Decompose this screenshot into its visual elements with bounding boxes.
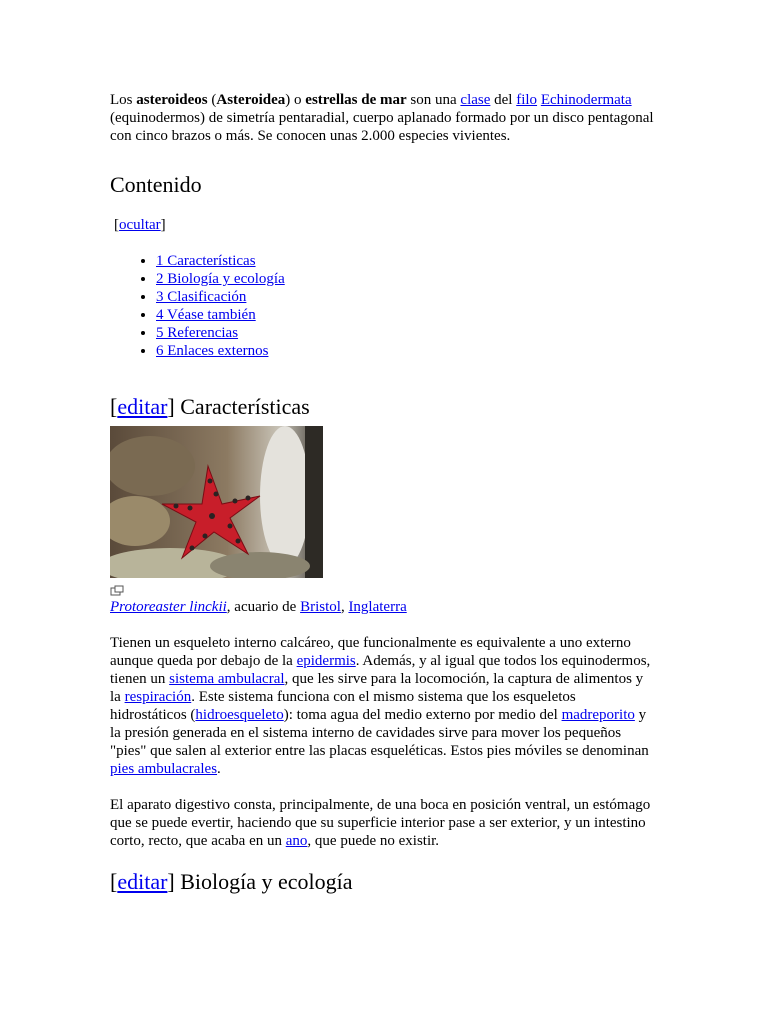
bracket: ]: [167, 394, 181, 419]
para-text: . Además, y al igual que todos los equinodermos, tienen un: [110, 653, 651, 687]
toc-link-vease[interactable]: 4 Véase también: [156, 307, 256, 323]
link-madreporito[interactable]: madreporito: [561, 707, 635, 723]
term-asteroidea: Asteroidea: [216, 92, 286, 108]
intro-text: (equinodermos) de simetría pentaradial, cuerpo aplanado formado por un disco pentagonal con cinco brazos o más. Se conocen unas 2.000 especies vivientes.: [110, 110, 654, 144]
link-clase[interactable]: clase: [460, 92, 491, 108]
para-text: El aparato digestivo consta, principalmente, de una boca en posición ventral, un estómago que se puede evertir, haciendo que su superficie interior pase a ser exterior, y un intestino corto, recto, que acaba en un: [110, 797, 651, 849]
edit-link[interactable]: editar: [117, 394, 168, 419]
intro-text: (: [207, 92, 217, 108]
bracket: [: [110, 394, 118, 419]
starfish-photo[interactable]: [110, 426, 323, 578]
link-sistema-ambulacral[interactable]: sistema ambulacral: [169, 671, 285, 687]
toc-link-caracteristicas[interactable]: 1 Características: [156, 253, 256, 269]
para-text: ): toma agua del medio externo por medio del: [283, 707, 562, 723]
link-hidroesqueleto[interactable]: hidroesqueleto: [195, 707, 284, 723]
intro-text: Los: [110, 92, 137, 108]
para-text: , que puede no existir.: [307, 833, 440, 849]
link-inglaterra[interactable]: Inglaterra: [348, 599, 407, 615]
link-protoreaster-linckii[interactable]: Protoreaster linckii: [110, 599, 227, 615]
toc-title: Contenido: [110, 172, 202, 197]
article-body: [110, 91, 655, 895]
intro-paragraph: [110, 91, 655, 145]
section-title: Biología y ecología: [180, 869, 353, 894]
edit-link[interactable]: editar: [117, 869, 168, 894]
toc-item: [156, 288, 655, 306]
para-text: y la presión generada en el sistema interno de cavidades sirve para mover los pequeños "pies" que salen al exterior entre las placas esqueléticas. Estos pies móviles se denominan: [110, 707, 649, 759]
link-epidermis[interactable]: epidermis: [296, 653, 356, 669]
link-respiracion[interactable]: respiración: [124, 689, 192, 705]
toc-item: [156, 324, 655, 342]
toc-link-enlaces[interactable]: 6 Enlaces externos: [156, 343, 269, 359]
section-heading-caracteristicas: [110, 394, 655, 420]
toc-link-clasificacion[interactable]: 3 Clasificación: [156, 289, 247, 305]
para-text: Tienen un esqueleto interno calcáreo, que funcionalmente es equivalente a uno externo aunque queda por debajo de la: [110, 635, 631, 669]
intro-text: son una: [406, 92, 461, 108]
caption-text: , acuario de: [226, 599, 301, 615]
para-text: .: [217, 761, 221, 777]
bracket: ]: [160, 217, 166, 233]
bracket: [: [114, 217, 119, 233]
paragraph-digestivo: [110, 796, 655, 850]
toc-toggle: [114, 216, 655, 234]
term-estrellas-de-mar: estrellas de mar: [305, 92, 407, 108]
toc-item: [156, 270, 655, 288]
para-text: . Este sistema funciona con el mismo sistema que los esqueletos hidrostáticos (: [110, 689, 576, 723]
section-title: Características: [180, 394, 310, 419]
toc-link-referencias[interactable]: 5 Referencias: [156, 325, 239, 341]
link-ano[interactable]: ano: [285, 833, 308, 849]
bracket: [: [110, 869, 118, 894]
figure-caption: [110, 598, 655, 616]
link-bristol[interactable]: Bristol: [300, 599, 341, 615]
para-text: , que les sirve para la locomoción, la captura de alimentos y la: [110, 671, 644, 705]
term-asteroideos: asteroideos: [136, 92, 208, 108]
intro-text: ) o: [285, 92, 306, 108]
toc-link-biologia[interactable]: 2 Biología y ecología: [156, 271, 285, 287]
link-echinodermata[interactable]: Echinodermata: [540, 92, 632, 108]
section-heading-biologia: [110, 869, 655, 895]
link-filo[interactable]: filo: [516, 92, 538, 108]
toc-item: [156, 342, 655, 360]
intro-text: del: [490, 92, 517, 108]
toc-list: [110, 252, 655, 360]
bracket: ]: [167, 869, 181, 894]
paragraph-esqueleto: [110, 634, 655, 778]
toc-item: [156, 252, 655, 270]
toc-item: [156, 306, 655, 324]
link-pies-ambulacrales[interactable]: pies ambulacrales: [110, 761, 218, 777]
caption-text: ,: [340, 599, 349, 615]
toc-hide-link[interactable]: ocultar: [119, 217, 161, 233]
enlarge-icon[interactable]: [110, 584, 124, 596]
